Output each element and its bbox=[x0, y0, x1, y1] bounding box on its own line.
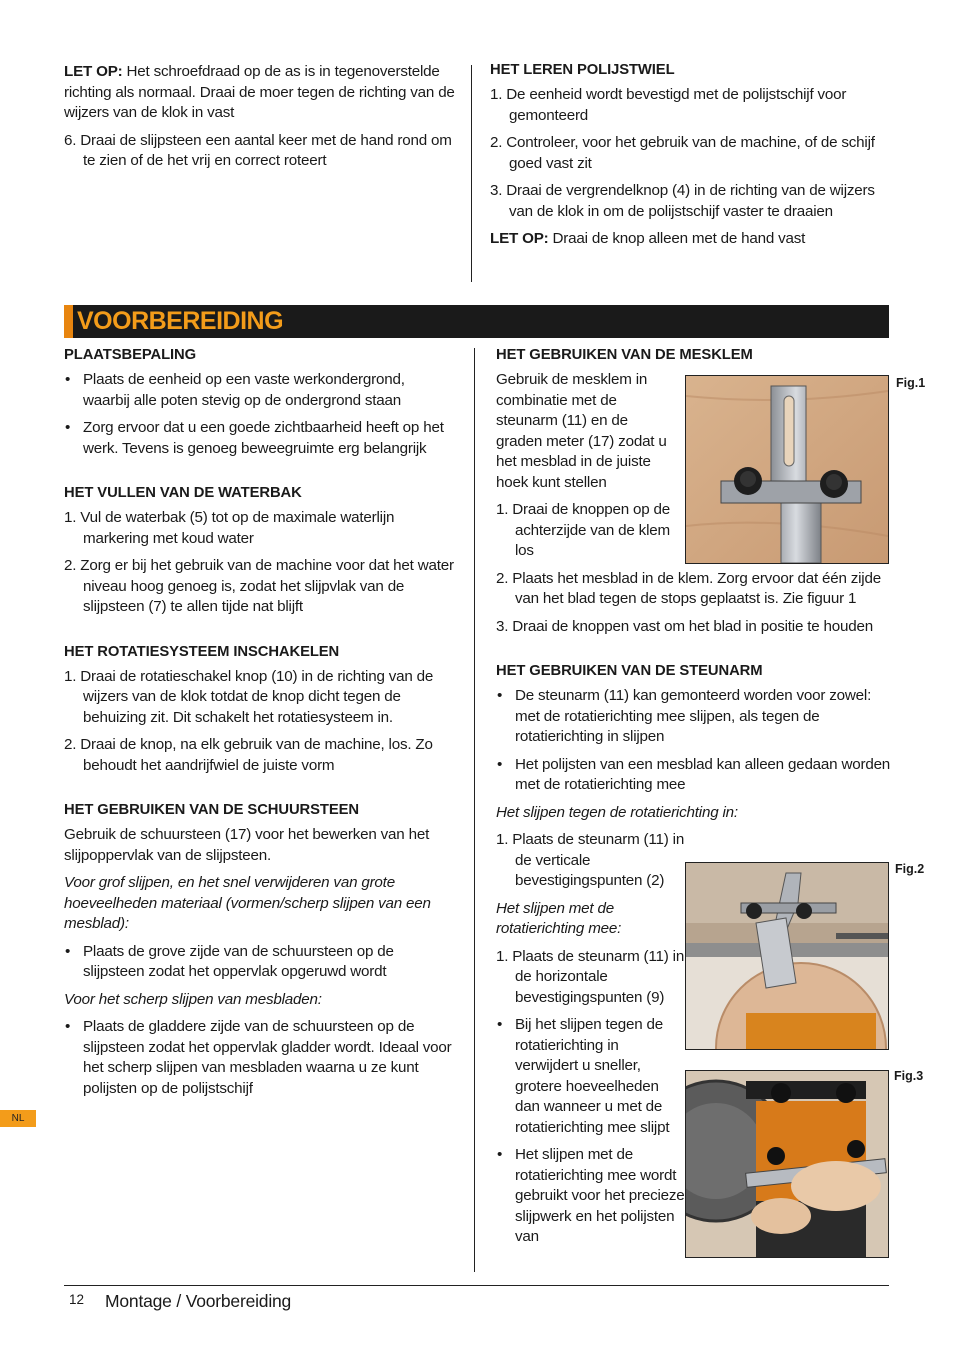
section-title: VOORBEREIDING bbox=[77, 307, 284, 335]
heading-clamp: HET GEBRUIKEN VAN DE MESKLEM bbox=[496, 347, 753, 363]
column-divider-top bbox=[471, 65, 472, 282]
section-accent bbox=[64, 305, 73, 338]
list-item: • Bij het slijpen tegen de rotatierichting in verwijdert u sneller, grotere hoeveelheden dan wanneer u met de rotatierichting mee slijpt bbox=[496, 1015, 685, 1138]
heading-arm: HET GEBRUIKEN VAN DE STEUNARM bbox=[496, 663, 763, 679]
note-paragraph bbox=[64, 62, 456, 124]
page-number: 12 bbox=[69, 1292, 85, 1307]
stone-italic-coarse: Voor grof slijpen, en het snel verwijderen van grote hoeveelheden materiaal (vormen/scherp slijpen van een mesblad): bbox=[64, 874, 431, 932]
stone-italic-fine: Voor het scherp slijpen van mesbladen: bbox=[64, 990, 322, 1008]
list-item: 1. De eenheid wordt bevestigd met de polijstschijf voor gemonteerd bbox=[490, 86, 847, 124]
list-item: 2. Draai de knop, na elk gebruik van de machine, los. Zo behoudt het aandrijfwiel de juiste vorm bbox=[64, 736, 433, 774]
heading-leather-wheel: HET LEREN POLIJSTWIEL bbox=[490, 62, 675, 78]
footer-divider bbox=[64, 1285, 889, 1286]
list-item: 1. Draai de knoppen op de achterzijde van de klem los bbox=[496, 501, 671, 559]
top-left-column bbox=[64, 62, 456, 179]
language-tab: NL bbox=[0, 1110, 36, 1127]
list-item: • Plaats de eenheid op een vaste werkondergrond, waarbij alle poten stevig op de ondergrond staan bbox=[64, 370, 454, 411]
list-item: • De steunarm (11) kan gemonteerd worden voor zowel: met de rotatierichting mee slijpen, als tegen de rotatierichting in slijpen bbox=[496, 686, 891, 748]
figure-2-photo bbox=[685, 862, 889, 1050]
arm-italic-against: Het slijpen tegen de rotatierichting in: bbox=[496, 803, 738, 821]
hands-sharpening-illustration bbox=[686, 1071, 888, 1257]
list-item: • Plaats de grove zijde van de schuursteen op de slijpsteen zodat het oppervlak opgeruwd wordt bbox=[64, 942, 454, 983]
list-item: 1. Plaats de steunarm (11) in de verticale bevestigingspunten (2) bbox=[496, 831, 685, 889]
knife-clamp-illustration bbox=[686, 376, 888, 563]
clamp-intro: Gebruik de mesklem in combinatie met de steunarm (11) en de graden meter (17) zodat u het mesblad in de juiste hoek kunt stellen bbox=[496, 371, 667, 491]
top-right-column bbox=[490, 62, 885, 257]
figure-1-photo bbox=[685, 375, 889, 564]
figure-3-photo bbox=[685, 1070, 889, 1258]
list-item: 2. Plaats het mesblad in de klem. Zorg ervoor dat één zijde van het blad tegen de stops geplaatst is. Zie figuur 1 bbox=[496, 569, 881, 607]
list-item: 1. Plaats de steunarm (11) in de horizontale bevestigingspunten (9) bbox=[496, 947, 685, 1006]
list-item: 3. Draai de knoppen vast om het blad in positie te houden bbox=[496, 617, 873, 635]
note-label: LET OP: bbox=[64, 63, 123, 80]
step-6: 6. Draai de slijpsteen een aantal keer met de hand rond om te zien of de het vrij en correct roteert bbox=[64, 131, 452, 169]
list-item: 3. Draai de vergrendelknop (4) in de richting van de wijzers van de klok in om de polijstschijf vaster te draaien bbox=[490, 182, 875, 220]
column-divider-main bbox=[474, 348, 475, 1272]
note-label: LET OP: bbox=[490, 230, 549, 247]
arm-italic-with: Het slijpen met de rotatierichting mee: bbox=[496, 899, 622, 937]
left-column bbox=[64, 347, 454, 1106]
heading-stone: HET GEBRUIKEN VAN DE SCHUURSTEEN bbox=[64, 802, 359, 818]
heading-rotation: HET ROTATIESYSTEEM INSCHAKELEN bbox=[64, 643, 340, 660]
list-item: 2. Zorg er bij het gebruik van de machine voor dat het water niveau hoog genoeg is, zodat het slijpvlak van de slijpsteen (7) te allen tijde nat blijft bbox=[64, 557, 454, 615]
figure-2-label: Fig.2 bbox=[895, 862, 925, 876]
list-item: • Het slijpen met de rotatierichting mee wordt gebruikt voor het precieze slijpwerk en het polijsten van bbox=[496, 1145, 685, 1248]
section-header-bar bbox=[64, 305, 889, 338]
heading-placement: PLAATSBEPALING bbox=[64, 347, 197, 363]
note-text: Draai de knop alleen met de hand vast bbox=[548, 230, 806, 247]
note-text: Het schroefdraad op de as is in tegenoverstelde richting als normaal. Draai de moer tegen de richting van de wijzers van de klok in vast bbox=[64, 63, 455, 121]
list-item: • Het polijsten van een mesblad kan alleen gedaan worden met de rotatierichting mee bbox=[496, 755, 891, 796]
list-item: • Zorg ervoor dat u een goede zichtbaarheid heeft op het werk. Tevens is genoeg beweegruimte erg belangrijk bbox=[64, 418, 454, 459]
note-paragraph bbox=[490, 229, 885, 250]
list-item: 2. Controleer, voor het gebruik van de machine, of de schijf goed vast zit bbox=[490, 134, 875, 172]
stone-intro: Gebruik de schuursteen (17) voor het bewerken van het slijpoppervlak van de slijpsteen. bbox=[64, 826, 430, 864]
footer-title: Montage / Voorbereiding bbox=[105, 1291, 292, 1311]
figure-3-label: Fig.3 bbox=[894, 1069, 924, 1083]
support-arm-illustration bbox=[686, 863, 888, 1049]
list-item: 1. Vul de waterbak (5) tot op de maximale waterlijn markering met koud water bbox=[64, 509, 395, 547]
figure-1-label: Fig.1 bbox=[896, 376, 926, 390]
heading-water: HET VULLEN VAN DE WATERBAK bbox=[64, 485, 302, 501]
list-item: 1. Draai de rotatieschakel knop (10) in de richting van de wijzers van de klok totdat de knop dicht tegen de behuizing zit. Dit schakelt het rotatiesysteem in. bbox=[64, 667, 434, 726]
list-item: • Plaats de gladdere zijde van de schuursteen op de slijpsteen zodat het oppervlak gladder wordt. Ideaal voor het scherp slijpen van mesbladen waarna u ze kunt polijsten op de polijstschijf bbox=[64, 1017, 454, 1099]
